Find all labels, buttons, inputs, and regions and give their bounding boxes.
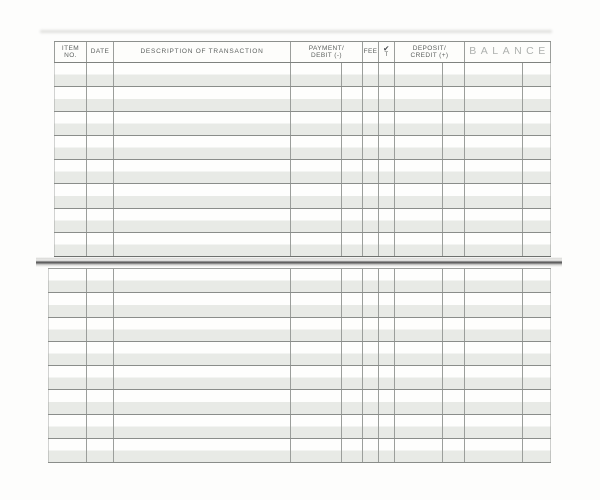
deposit-dollars-cell <box>394 160 442 183</box>
deposit-dollars-cell <box>394 112 442 135</box>
column-header-balance <box>464 42 551 62</box>
register-row <box>54 87 551 111</box>
check-cell <box>378 293 394 316</box>
payment-label-line1: PAYMENT/ <box>308 44 345 52</box>
column-header-date <box>86 42 113 62</box>
deposit-dollars-cell <box>394 439 442 462</box>
fee-cell <box>362 63 378 86</box>
item-no-label-line2: NO. <box>64 52 77 59</box>
date-cell <box>86 342 113 365</box>
payment-dollars-cell <box>290 415 341 438</box>
register-page-bottom <box>48 268 551 463</box>
balance-cents-cell <box>522 415 551 438</box>
item-cell <box>54 209 86 232</box>
date-cell <box>86 269 113 292</box>
date-cell <box>86 293 113 316</box>
description-cell <box>113 269 290 292</box>
payment-cents-cell <box>341 439 362 462</box>
description-cell <box>113 209 290 232</box>
item-cell <box>54 136 86 159</box>
payment-dollars-cell <box>290 136 341 159</box>
date-label: DATE <box>90 48 110 56</box>
payment-dollars-cell <box>290 160 341 183</box>
balance-dollars-cell <box>464 209 522 232</box>
fee-cell <box>362 87 378 110</box>
checkmark-icon: ✔ <box>383 43 390 53</box>
fee-cell <box>362 439 378 462</box>
deposit-dollars-cell <box>394 342 442 365</box>
balance-dollars-cell <box>464 160 522 183</box>
fee-label: FEE <box>363 48 378 56</box>
balance-dollars-cell <box>464 342 522 365</box>
payment-dollars-cell <box>290 112 341 135</box>
balance-cents-cell <box>522 269 551 292</box>
register-row <box>54 136 551 160</box>
fee-cell <box>362 415 378 438</box>
deposit-cents-cell <box>442 233 464 256</box>
payment-dollars-cell <box>290 318 341 341</box>
register-row <box>48 390 551 414</box>
check-t-label: T <box>384 52 389 59</box>
top-page-rows <box>54 63 551 257</box>
payment-cents-cell <box>341 342 362 365</box>
balance-cents-cell <box>522 342 551 365</box>
check-cell <box>378 63 394 86</box>
date-cell <box>86 415 113 438</box>
register-row <box>48 415 551 439</box>
payment-cents-cell <box>341 318 362 341</box>
check-cell <box>378 136 394 159</box>
deposit-label-line2: CREDIT (+) <box>410 52 449 59</box>
payment-cents-cell <box>341 63 362 86</box>
balance-dollars-cell <box>464 63 522 86</box>
item-cell <box>54 160 86 183</box>
check-cell <box>378 184 394 207</box>
deposit-dollars-cell <box>394 233 442 256</box>
item-cell <box>48 293 86 316</box>
register-header-row <box>54 41 551 63</box>
deposit-cents-cell <box>442 87 464 110</box>
deposit-dollars-cell <box>394 184 442 207</box>
deposit-cents-cell <box>442 112 464 135</box>
item-cell <box>54 233 86 256</box>
date-cell <box>86 63 113 86</box>
deposit-cents-cell <box>442 293 464 316</box>
column-header-description <box>113 42 290 62</box>
register-row <box>54 233 551 257</box>
balance-cents-cell <box>522 366 551 389</box>
payment-dollars-cell <box>290 87 341 110</box>
payment-dollars-cell <box>290 209 341 232</box>
deposit-cents-cell <box>442 160 464 183</box>
check-cell <box>378 160 394 183</box>
payment-cents-cell <box>341 112 362 135</box>
date-cell <box>86 87 113 110</box>
deposit-dollars-cell <box>394 63 442 86</box>
payment-label-line2: DEBIT (-) <box>311 52 342 59</box>
date-cell <box>86 233 113 256</box>
bottom-page-rows <box>48 269 551 463</box>
date-cell <box>86 209 113 232</box>
payment-dollars-cell <box>290 184 341 207</box>
deposit-dollars-cell <box>394 269 442 292</box>
check-cell <box>378 87 394 110</box>
column-header-deposit-credit <box>394 42 464 62</box>
description-cell <box>113 184 290 207</box>
deposit-cents-cell <box>442 136 464 159</box>
balance-dollars-cell <box>464 439 522 462</box>
item-cell <box>54 63 86 86</box>
register-row <box>48 439 551 463</box>
payment-cents-cell <box>341 209 362 232</box>
item-cell <box>48 390 86 413</box>
register-row <box>54 184 551 208</box>
balance-cents-cell <box>522 184 551 207</box>
deposit-cents-cell <box>442 209 464 232</box>
balance-cents-cell <box>522 136 551 159</box>
balance-label: BALANCE <box>469 45 550 58</box>
payment-dollars-cell <box>290 293 341 316</box>
description-label: DESCRIPTION OF TRANSACTION <box>140 48 264 56</box>
fee-cell <box>362 184 378 207</box>
description-cell <box>113 318 290 341</box>
balance-cents-cell <box>522 293 551 316</box>
item-cell <box>54 87 86 110</box>
fee-cell <box>362 390 378 413</box>
balance-cents-cell <box>522 318 551 341</box>
register-row <box>54 63 551 87</box>
balance-dollars-cell <box>464 318 522 341</box>
payment-cents-cell <box>341 366 362 389</box>
payment-dollars-cell <box>290 63 341 86</box>
deposit-dollars-cell <box>394 366 442 389</box>
deposit-cents-cell <box>442 342 464 365</box>
item-cell <box>48 366 86 389</box>
column-header-payment-debit <box>290 42 362 62</box>
column-header-item-no <box>54 42 86 62</box>
description-cell <box>113 112 290 135</box>
deposit-dollars-cell <box>394 87 442 110</box>
date-cell <box>86 439 113 462</box>
description-cell <box>113 439 290 462</box>
deposit-cents-cell <box>442 318 464 341</box>
check-cell <box>378 318 394 341</box>
balance-dollars-cell <box>464 136 522 159</box>
balance-cents-cell <box>522 87 551 110</box>
balance-dollars-cell <box>464 184 522 207</box>
balance-cents-cell <box>522 233 551 256</box>
deposit-cents-cell <box>442 390 464 413</box>
check-cell <box>378 233 394 256</box>
register-page-top <box>54 41 551 257</box>
deposit-dollars-cell <box>394 293 442 316</box>
description-cell <box>113 63 290 86</box>
description-cell <box>113 160 290 183</box>
fee-cell <box>362 136 378 159</box>
register-row <box>54 160 551 184</box>
register-row <box>48 366 551 390</box>
description-cell <box>113 342 290 365</box>
deposit-cents-cell <box>442 366 464 389</box>
deposit-cents-cell <box>442 184 464 207</box>
date-cell <box>86 112 113 135</box>
deposit-cents-cell <box>442 63 464 86</box>
fee-cell <box>362 293 378 316</box>
fee-cell <box>362 318 378 341</box>
check-cell <box>378 366 394 389</box>
deposit-dollars-cell <box>394 209 442 232</box>
balance-dollars-cell <box>464 269 522 292</box>
check-cell <box>378 342 394 365</box>
register-row <box>48 318 551 342</box>
deposit-dollars-cell <box>394 318 442 341</box>
payment-cents-cell <box>341 269 362 292</box>
register-row <box>54 209 551 233</box>
balance-cents-cell <box>522 112 551 135</box>
balance-cents-cell <box>522 160 551 183</box>
balance-cents-cell <box>522 439 551 462</box>
balance-cents-cell <box>522 390 551 413</box>
balance-dollars-cell <box>464 233 522 256</box>
payment-cents-cell <box>341 184 362 207</box>
check-cell <box>378 209 394 232</box>
payment-dollars-cell <box>290 390 341 413</box>
column-header-fee <box>362 42 378 62</box>
date-cell <box>86 160 113 183</box>
check-cell <box>378 439 394 462</box>
payment-dollars-cell <box>290 269 341 292</box>
column-header-check-t <box>378 42 394 62</box>
date-cell <box>86 184 113 207</box>
item-no-label-line1: ITEM <box>61 44 80 52</box>
register-row <box>54 112 551 136</box>
deposit-dollars-cell <box>394 415 442 438</box>
payment-dollars-cell <box>290 366 341 389</box>
item-cell <box>54 112 86 135</box>
date-cell <box>86 390 113 413</box>
fee-cell <box>362 269 378 292</box>
fee-cell <box>362 233 378 256</box>
balance-cents-cell <box>522 209 551 232</box>
date-cell <box>86 366 113 389</box>
description-cell <box>113 233 290 256</box>
balance-cents-cell <box>522 63 551 86</box>
fee-cell <box>362 209 378 232</box>
page-top-edge-shadow <box>40 30 552 33</box>
description-cell <box>113 293 290 316</box>
description-cell <box>113 415 290 438</box>
balance-dollars-cell <box>464 87 522 110</box>
payment-cents-cell <box>341 415 362 438</box>
deposit-dollars-cell <box>394 136 442 159</box>
fee-cell <box>362 160 378 183</box>
balance-dollars-cell <box>464 293 522 316</box>
check-cell <box>378 415 394 438</box>
payment-dollars-cell <box>290 439 341 462</box>
deposit-label-line1: DEPOSIT/ <box>412 44 447 52</box>
description-cell <box>113 390 290 413</box>
deposit-cents-cell <box>442 439 464 462</box>
description-cell <box>113 87 290 110</box>
check-cell <box>378 269 394 292</box>
payment-cents-cell <box>341 233 362 256</box>
fee-cell <box>362 112 378 135</box>
balance-dollars-cell <box>464 366 522 389</box>
fee-cell <box>362 366 378 389</box>
balance-dollars-cell <box>464 390 522 413</box>
item-cell <box>48 415 86 438</box>
page-fold-seam <box>36 257 562 267</box>
item-cell <box>48 342 86 365</box>
description-cell <box>113 366 290 389</box>
check-cell <box>378 112 394 135</box>
deposit-cents-cell <box>442 415 464 438</box>
register-row <box>48 342 551 366</box>
register-row <box>48 269 551 293</box>
deposit-cents-cell <box>442 269 464 292</box>
balance-dollars-cell <box>464 415 522 438</box>
date-cell <box>86 318 113 341</box>
deposit-dollars-cell <box>394 390 442 413</box>
description-cell <box>113 136 290 159</box>
item-cell <box>54 184 86 207</box>
check-cell <box>378 390 394 413</box>
payment-dollars-cell <box>290 342 341 365</box>
register-row <box>48 293 551 317</box>
item-cell <box>48 269 86 292</box>
payment-cents-cell <box>341 160 362 183</box>
fee-cell <box>362 342 378 365</box>
balance-dollars-cell <box>464 112 522 135</box>
payment-cents-cell <box>341 293 362 316</box>
payment-cents-cell <box>341 390 362 413</box>
item-cell <box>48 439 86 462</box>
item-cell <box>48 318 86 341</box>
payment-dollars-cell <box>290 233 341 256</box>
date-cell <box>86 136 113 159</box>
payment-cents-cell <box>341 87 362 110</box>
payment-cents-cell <box>341 136 362 159</box>
